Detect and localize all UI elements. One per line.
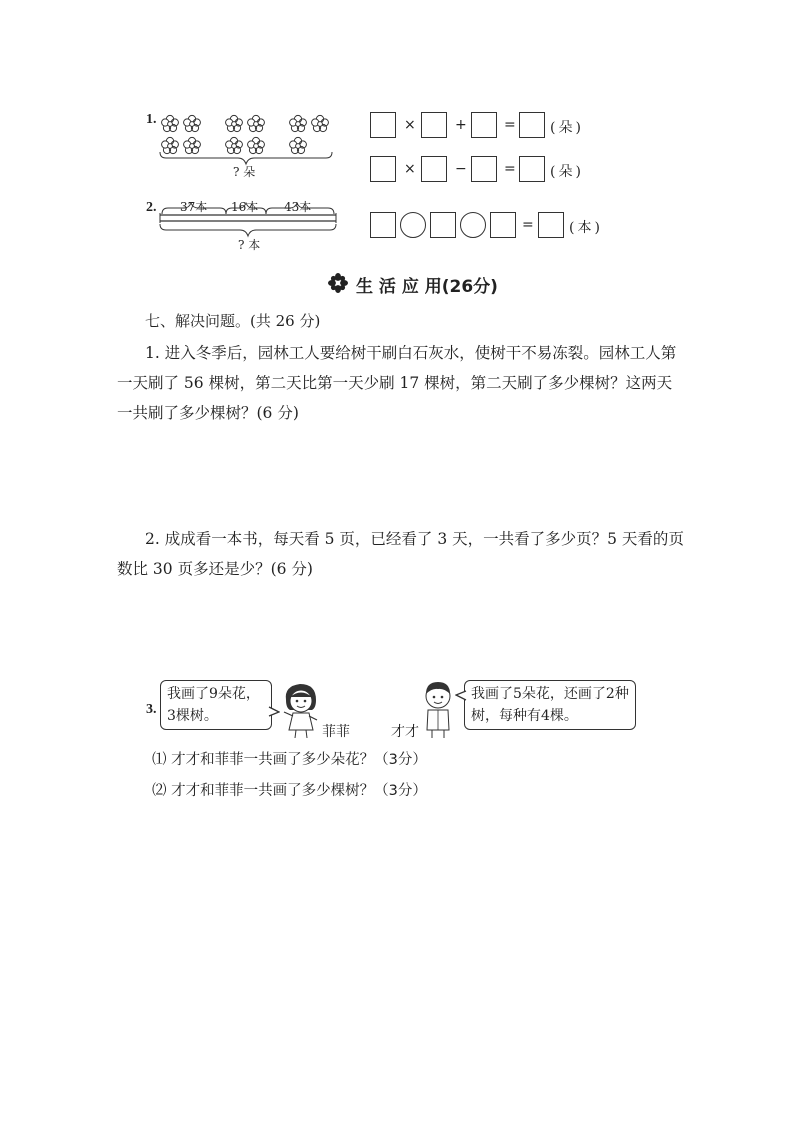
segment-label: 16本 xyxy=(231,200,259,214)
question-1-text: 1. 进入冬季后，园林工人要给树干刷白石灰水，使树干不易冻裂。园林工人第一天刷了 56 棵树，第二天比第一天少刷 17 棵树，第二天刷了多少棵树？这两天一共刷了多少棵树？(6 分) xyxy=(117,344,677,422)
plus-sign: + xyxy=(455,117,467,133)
answer-box[interactable] xyxy=(519,112,545,138)
answer-box[interactable] xyxy=(370,156,396,182)
flower-icon xyxy=(328,273,348,293)
times-sign: × xyxy=(404,117,416,133)
q1-number: 1. xyxy=(146,112,157,127)
minus-sign: − xyxy=(455,161,467,177)
sub-question-2: ⑵ 才才和菲菲一共画了多少棵树？（3分） xyxy=(152,783,427,799)
answer-box[interactable] xyxy=(430,212,456,238)
speech-bubble-feifei: 我画了9朵花，3棵树。 xyxy=(160,680,272,730)
speech-bubble-caicai: 我画了5朵花，还画了2种树，每种有4棵。 xyxy=(464,680,636,730)
unit-label: (朵) xyxy=(550,120,584,136)
answer-box[interactable] xyxy=(370,212,396,238)
boy-caicai-icon xyxy=(418,678,458,740)
answer-box[interactable] xyxy=(471,112,497,138)
section-heading: 生 活 应 用(26分) xyxy=(356,277,498,297)
question-2-text: 2. 成成看一本书，每天看 5 页，已经看了 3 天，一共看了多少页？5 天看的页数比 30 页多还是少？(6 分) xyxy=(117,530,684,578)
segment-label: 37本 xyxy=(180,200,208,214)
equals-sign: = xyxy=(504,117,516,133)
answer-box[interactable] xyxy=(370,112,396,138)
bubble-tail xyxy=(268,706,280,718)
answer-box[interactable] xyxy=(421,112,447,138)
name-feifei: 菲菲 xyxy=(322,724,350,740)
part-title: 七、解决问题。(共 26 分) xyxy=(145,312,321,330)
girl-feifei-icon xyxy=(280,680,322,740)
answer-box[interactable] xyxy=(490,212,516,238)
answer-box[interactable] xyxy=(421,156,447,182)
q2-number: 2. xyxy=(146,200,157,215)
q2-total-label: ? 本 xyxy=(238,238,261,252)
name-caicai: 才才 xyxy=(391,724,419,740)
equals-sign: = xyxy=(504,161,516,177)
segment-label: 43本 xyxy=(284,200,312,214)
operator-circle[interactable] xyxy=(460,212,486,238)
answer-box[interactable] xyxy=(538,212,564,238)
q1-total-label: ? 朵 xyxy=(233,165,256,179)
times-sign: × xyxy=(404,161,416,177)
q3-number: 3. xyxy=(146,702,157,717)
equals-sign: = xyxy=(522,217,534,233)
answer-box[interactable] xyxy=(471,156,497,182)
unit-label: (本) xyxy=(569,220,603,236)
sub-question-1: ⑴ 才才和菲菲一共画了多少朵花？（3分） xyxy=(152,752,427,768)
operator-circle[interactable] xyxy=(400,212,426,238)
bubble-tail xyxy=(455,690,467,702)
unit-label: (朵) xyxy=(550,164,584,180)
answer-box[interactable] xyxy=(519,156,545,182)
